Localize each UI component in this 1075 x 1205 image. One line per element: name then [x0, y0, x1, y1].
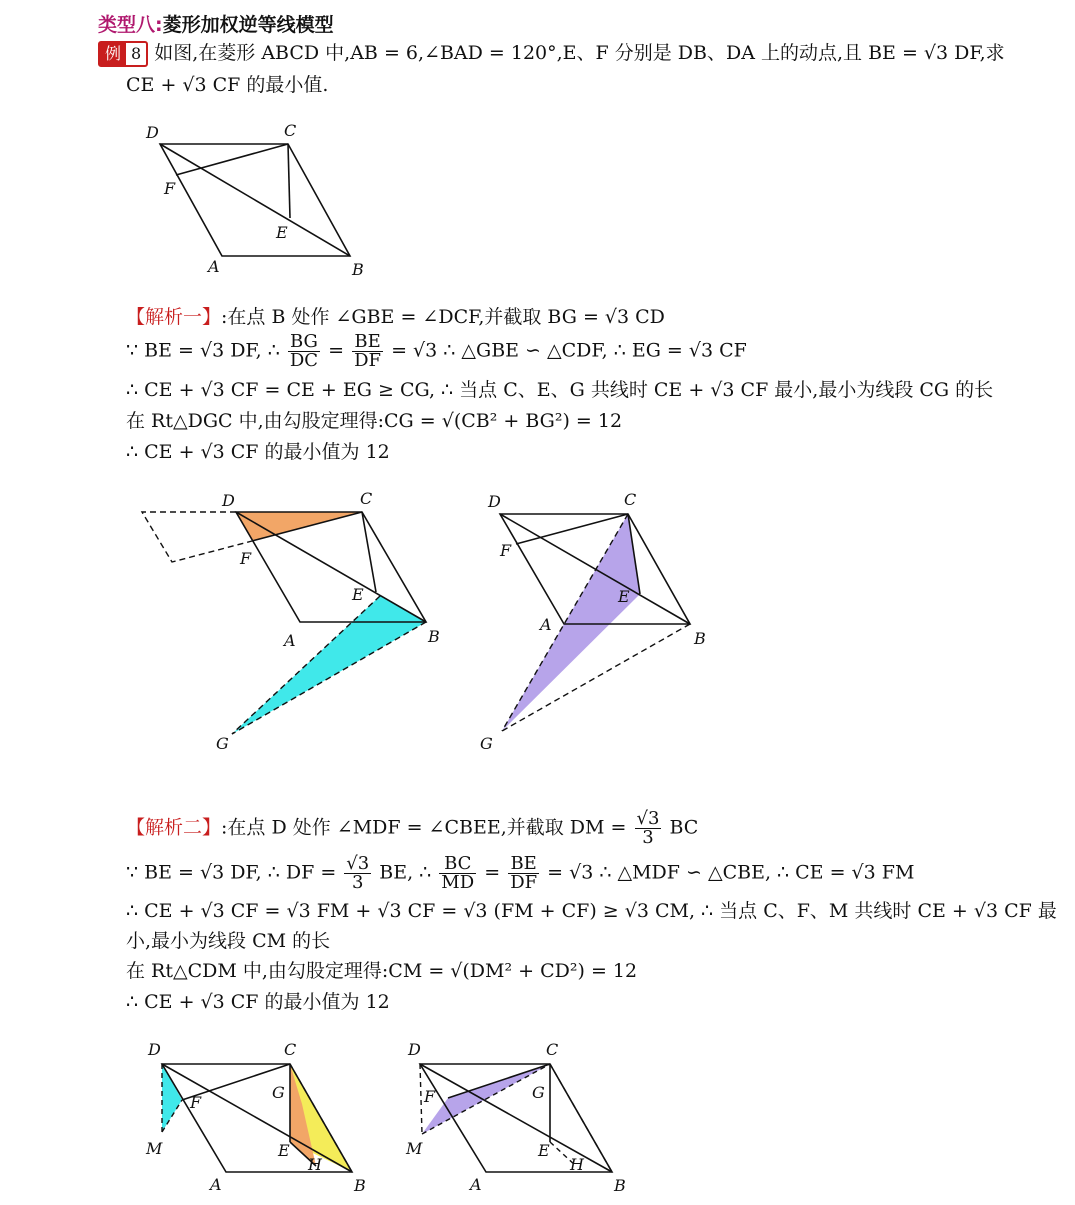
label-a: A: [470, 1175, 482, 1194]
diagonal-db: [162, 1064, 352, 1172]
label-c: C: [624, 490, 637, 509]
frac-den: 3: [642, 827, 654, 848]
analysis2-line-1: [126, 810, 698, 847]
label-a: A: [210, 1175, 222, 1194]
dashed-bg: [232, 622, 426, 734]
label-d: D: [146, 123, 159, 142]
analysis1-line-3: ∴ CE + √3 CF = CE + EG ≥ CG, ∴ 当点 C、E、G 共线时 CE + √3 CF 最小,最小为线段 CG 的长: [126, 379, 994, 401]
label-c: C: [284, 1040, 297, 1059]
figure-analysis1-left: [130, 486, 460, 756]
dashed-dm: [420, 1064, 422, 1134]
frac-num: BE: [352, 333, 383, 352]
label-b: B: [614, 1176, 626, 1195]
segment-cf: [516, 514, 628, 544]
label-a: A: [540, 615, 552, 634]
figure-analysis2-right: [400, 1030, 650, 1202]
label-a: A: [208, 257, 220, 276]
label-d: D: [222, 491, 235, 510]
label-d: D: [408, 1040, 421, 1059]
label-e: E: [276, 223, 288, 242]
problem-line-2: CE + √3 CF 的最小值.: [126, 74, 329, 96]
frac-den: DF: [510, 872, 538, 893]
figure-rhombus-main: [130, 118, 390, 288]
section-title: [98, 10, 334, 37]
label-d: D: [488, 492, 501, 511]
label-f: F: [164, 179, 176, 198]
analysis1-text-1: :在点 B 处作 ∠GBE = ∠DCF,并截取 BG = √3 CD: [221, 306, 665, 328]
label-m: M: [146, 1139, 163, 1158]
label-e: E: [278, 1141, 290, 1160]
dashed-rotated-shape: [142, 512, 252, 562]
fraction-be-df: [352, 333, 383, 370]
label-h: H: [308, 1155, 322, 1174]
analysis2-text-2a: ∵ BE = √3 DF, ∴ DF =: [126, 861, 337, 884]
label-e: E: [618, 587, 630, 606]
analysis1-text-2a: ∵ BE = √3 DF, ∴: [126, 339, 280, 362]
label-b: B: [354, 1176, 366, 1195]
label-c: C: [546, 1040, 559, 1059]
fraction-bg-dc: [288, 333, 320, 370]
fraction-be-df: [508, 855, 539, 892]
label-f: F: [190, 1093, 202, 1112]
label-f: F: [240, 549, 252, 568]
figure-analysis1-right: [470, 486, 720, 756]
label-g: G: [532, 1083, 545, 1102]
segment-ce: [288, 144, 290, 218]
label-b: B: [352, 260, 364, 279]
label-d: D: [148, 1040, 161, 1059]
fraction-bc-md: [439, 855, 476, 892]
badge-label: 例: [100, 43, 126, 65]
analysis2-text-1a: :在点 D 处作 ∠MDF = ∠CBEE,并截取 DM =: [221, 816, 627, 839]
problem-line-1: 如图,在菱形 ABCD 中,AB = 6,∠BAD = 120°,E、F 分别是 DB、DA 上的动点,且 BE = √3 DF,求: [154, 42, 1005, 64]
analysis2-text-2b: BE, ∴: [379, 861, 432, 884]
fraction-root3-over-3-b: [344, 855, 371, 892]
label-e: E: [352, 585, 364, 604]
analysis1-line-1: [126, 305, 665, 329]
cyan-triangle-gbe: [232, 596, 426, 734]
frac-num: BE: [508, 855, 539, 874]
frac-den: DC: [289, 350, 319, 371]
label-c: C: [360, 489, 373, 508]
label-g: G: [216, 734, 229, 753]
label-b: B: [694, 629, 706, 648]
purple-triangle-cge: [502, 514, 640, 731]
analysis2-text-1b: BC: [669, 816, 699, 839]
analysis2-line-5: 在 Rt△CDM 中,由勾股定理得:CM = √(DM² + CD²) = 12: [126, 960, 638, 982]
analysis2-tag: 【解析二】: [126, 816, 222, 839]
label-m: M: [406, 1139, 423, 1158]
label-a: A: [284, 631, 296, 650]
problem-statement: [98, 41, 1005, 67]
label-h: H: [570, 1155, 584, 1174]
frac-den: MD: [441, 872, 475, 893]
analysis2-line-3: ∴ CE + √3 CF = √3 FM + √3 CF = √3 (FM + CF) ≥ √3 CM, ∴ 当点 C、F、M 共线时 CE + √3 CF 最: [126, 900, 1057, 922]
type-label: 类型八:: [98, 14, 163, 36]
frac-den: DF: [354, 350, 382, 371]
equals-sign: =: [328, 339, 345, 362]
figure-analysis2-left: [130, 1030, 380, 1202]
label-g: G: [480, 734, 493, 753]
analysis1-line-5: ∴ CE + √3 CF 的最小值为 12: [126, 441, 390, 463]
frac-num: √3: [346, 853, 370, 874]
frac-num: BC: [439, 855, 476, 874]
frac-num: BG: [288, 333, 320, 352]
analysis2-line-6: ∴ CE + √3 CF 的最小值为 12: [126, 991, 390, 1013]
analysis1-text-2b: = √3 ∴ △GBE ∽ △CDF, ∴ EG = √3 CF: [391, 339, 747, 362]
frac-den: 3: [352, 872, 364, 893]
analysis2-text-2c: = √3 ∴ △MDF ∽ △CBE, ∴ CE = √3 FM: [547, 861, 915, 884]
segment-cf: [176, 144, 288, 175]
analysis1-line-4: 在 Rt△DGC 中,由勾股定理得:CG = √(CB² + BG²) = 12: [126, 410, 623, 432]
analysis2-line-2: [126, 855, 914, 892]
diagonal-db: [236, 512, 426, 622]
label-f: F: [424, 1087, 436, 1106]
fraction-root3-over-3: [635, 810, 662, 847]
dashed-bg: [502, 624, 690, 731]
label-g: G: [272, 1083, 285, 1102]
label-f: F: [500, 541, 512, 560]
label-c: C: [284, 121, 297, 140]
label-b: B: [428, 627, 440, 646]
badge-number: 8: [131, 44, 142, 63]
diagonal-db: [160, 144, 350, 256]
title-text: 菱形加权逆等线模型: [162, 14, 334, 36]
example-badge: [98, 41, 148, 67]
equals-sign: =: [484, 861, 501, 884]
analysis2-line-4: 小,最小为线段 CM 的长: [126, 930, 331, 952]
dashed-eg: [232, 596, 380, 734]
analysis1-line-2: [126, 333, 747, 370]
analysis1-tag: 【解析一】: [126, 306, 222, 328]
label-e: E: [538, 1141, 550, 1160]
frac-num: √3: [636, 808, 660, 829]
